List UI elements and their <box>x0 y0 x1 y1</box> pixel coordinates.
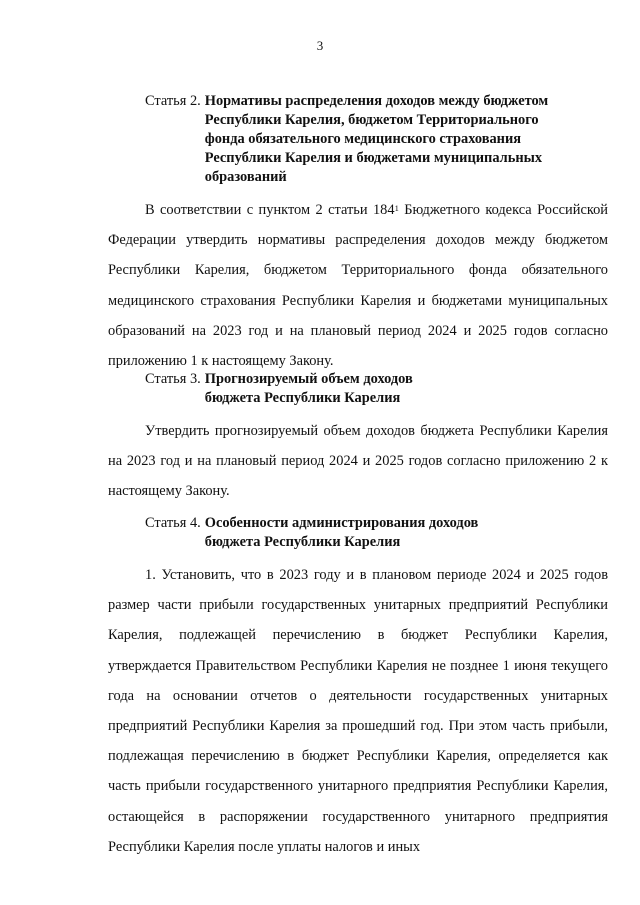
article-label: Статья 2. <box>145 93 201 109</box>
title-line: Республики Карелия и бюджетами муниципальных <box>204 150 543 166</box>
article-2 <box>108 92 608 376</box>
paragraph-text: В соответствии с пунктом 2 статьи 184 <box>145 202 395 218</box>
title-line: Особенности администрирования доходов <box>204 515 479 531</box>
title-line: Республики Карелия, бюджетом Территориального <box>204 112 539 128</box>
article-3 <box>108 370 608 507</box>
article-title <box>205 370 413 408</box>
article-4 <box>108 514 608 862</box>
title-line: Прогнозируемый объем доходов <box>204 371 413 387</box>
title-line: образований <box>204 169 287 185</box>
article-title <box>205 92 548 187</box>
article-paragraph: 1. Установить, что в 2023 году и в плановом периоде 2024 и 2025 годов размер части прибыли государственных унитарных предприятий Республики Карелия, подлежащей перечислению в бюджет Республики Карелия, утверждается Правительством Республики Карелия не позднее 1 июня текущего года на основании отчетов о деятельности государственных унитарных предприятий Республики Карелия за прошедший год. При этом часть прибыли, подлежащая перечислению в бюджет Республики Карелия, определяется как часть прибыли государственного унитарного предприятия Республики Карелия, остающейся в распоряжении государственного унитарного предприятия Республики Карелия после уплаты налогов и иных <box>108 567 608 855</box>
superscript: 1 <box>394 203 399 213</box>
title-line: Нормативы распределения доходов между бюджетом <box>204 93 549 109</box>
article-label: Статья 4. <box>145 515 201 531</box>
article-title <box>205 514 479 552</box>
article-heading <box>108 514 608 552</box>
article-heading <box>108 370 608 408</box>
article-paragraph <box>108 195 608 376</box>
title-line: бюджета Республики Карелия <box>204 534 401 550</box>
title-line: фонда обязательного медицинского страхования <box>204 131 522 147</box>
page-number: 3 <box>316 38 324 53</box>
article-paragraph: Утвердить прогнозируемый объем доходов бюджета Республики Карелия на 2023 год и на плановый период 2024 и 2025 годов согласно приложению 2 к настоящему Закону. <box>108 423 608 500</box>
article-label: Статья 3. <box>145 371 201 387</box>
article-heading <box>108 92 608 187</box>
title-line: бюджета Республики Карелия <box>204 390 401 406</box>
paragraph-text: Бюджетного кодекса Российской Федерации утвердить нормативы распределения доходов между бюджетом Республики Карелия, бюджетом Территориального фонда обязательного медицинского страхования Республики Карелия и бюджетами муниципальных образований на 2023 год и на плановый период 2024 и 2025 годов согласно приложению 1 к настоящему Закону. <box>108 202 608 370</box>
